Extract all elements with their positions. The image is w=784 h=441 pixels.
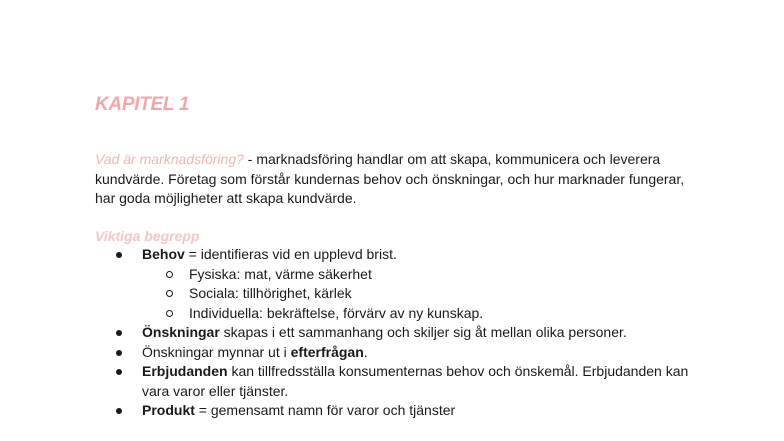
list-item-onskningar xyxy=(95,323,695,343)
bullet-icon xyxy=(116,408,122,414)
sublist-item-text: Individuella: bekräftelse, förvärv av ny kunskap. xyxy=(189,304,484,321)
intro-text: - marknadsföring handlar om att skapa, kommunicera och leverera kundvärde. Företag som förstår kundernas behov och önskningar, och hur marknader fungerar, har goda möjligheter att skapa kundvärde. xyxy=(95,151,685,206)
term-behov: Behov xyxy=(142,246,185,262)
bullet-icon xyxy=(116,330,122,336)
term-erbjudanden: Erbjudanden xyxy=(142,363,228,379)
list-item-produkt xyxy=(95,401,695,421)
sublist-item xyxy=(142,284,695,304)
list-item-behov xyxy=(95,245,695,323)
term-efterfragan: efterfrågan xyxy=(290,343,364,360)
document-page xyxy=(95,0,695,441)
section-title: Viktiga begrepp xyxy=(95,228,200,244)
efterfragan-suffix: . xyxy=(363,343,368,360)
bullet-icon xyxy=(116,369,122,375)
sublist-item xyxy=(142,304,695,324)
intro-question: Vad är marknadsföring? xyxy=(95,151,244,167)
efterfragan-prefix: Önskningar mynnar ut i xyxy=(142,343,291,360)
onskningar-description: skapas i ett sammanhang och skiljer sig åt mellan olika personer. xyxy=(219,324,627,340)
intro-paragraph xyxy=(95,150,695,209)
behov-sublist xyxy=(142,265,695,324)
term-onskningar: Önskningar xyxy=(142,324,220,340)
bullet-icon xyxy=(116,350,122,356)
list-item-erbjudanden xyxy=(95,362,695,401)
circle-bullet-icon xyxy=(166,310,173,317)
sublist-item-text: Sociala: tillhörighet, kärlek xyxy=(189,285,352,301)
chapter-title: KAPITEL 1 xyxy=(95,94,190,115)
behov-description: = identifieras vid en upplevd brist. xyxy=(184,246,397,262)
term-produkt: Produkt xyxy=(142,402,195,418)
circle-bullet-icon xyxy=(166,290,173,297)
sublist-item-text: Fysiska: mat, värme säkerhet xyxy=(189,265,372,282)
produkt-description: = gemensamt namn för varor och tjänster xyxy=(194,402,456,418)
circle-bullet-icon xyxy=(166,271,173,278)
bullet-icon xyxy=(116,252,122,258)
concept-list xyxy=(95,245,695,421)
sublist-item xyxy=(142,265,695,285)
erbjudanden-description: kan tillfredsställa konsumenternas behov och önskemål. Erbjudanden kan vara varor eller tjänster. xyxy=(142,363,689,399)
list-item-efterfragan xyxy=(95,343,695,363)
